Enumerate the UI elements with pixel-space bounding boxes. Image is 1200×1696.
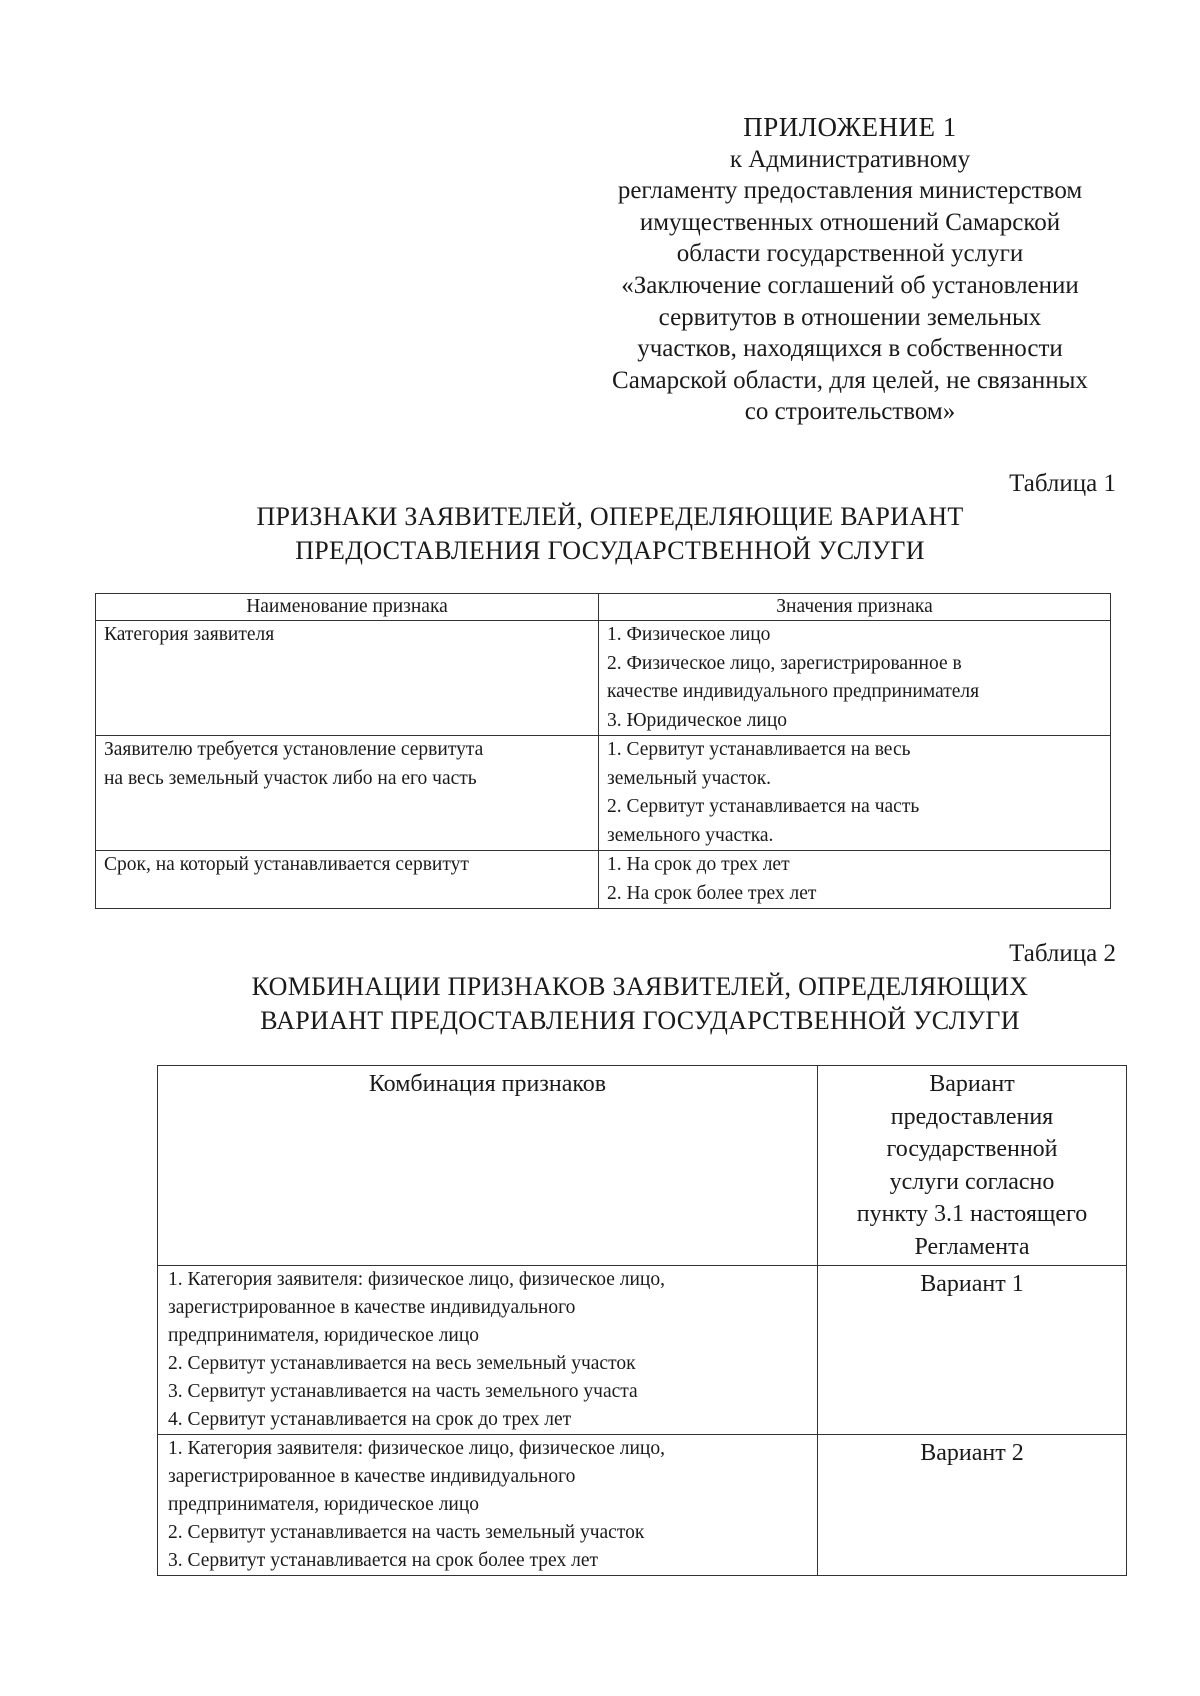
cell-line: 3. Юридическое лицо: [607, 709, 788, 731]
cell-line: Вариант: [929, 1071, 1015, 1097]
sign-name-cell: [96, 621, 599, 736]
appendix-line: Самарской области, для целей, не связанных: [612, 366, 1088, 394]
table-row: [158, 1266, 1127, 1435]
appendix-line: участков, находящихся в собственности: [637, 335, 1063, 363]
cell-line: Регламента: [914, 1233, 1030, 1260]
cell-line: земельный участок.: [607, 767, 772, 789]
cell-line: 2. Сервитут устанавливается на весь земельный участок: [168, 1353, 636, 1374]
cell-line: на весь земельный участок либо на его часть: [104, 767, 477, 789]
table-row: [158, 1435, 1127, 1576]
table2-heading-line: ВАРИАНТ ПРЕДОСТАВЛЕНИЯ ГОСУДАРСТВЕННОЙ УСЛУГИ: [260, 1006, 1020, 1035]
sign-values-cell: [599, 621, 1111, 736]
appendix-line: имущественных отношений Самарской: [639, 208, 1061, 236]
signs-table: [95, 593, 1111, 909]
cell-line: земельного участка.: [607, 824, 774, 846]
cell-line: государственной: [886, 1136, 1058, 1162]
cell-line: зарегистрированное в качестве индивидуального: [168, 1297, 576, 1318]
cell-line: Заявителю требуется установление сервитута: [104, 739, 484, 760]
table-row: [96, 851, 1111, 909]
appendix-line: области государственной услуги: [676, 240, 1024, 268]
sign-name-cell: [96, 736, 599, 851]
header-sign-values: Значения признака: [599, 594, 1111, 621]
appendix-title: ПРИЛОЖЕНИЕ 1: [743, 112, 957, 142]
cell-line: 2. Физическое лицо, зарегистрированное в: [607, 652, 962, 674]
cell-line: 3. Сервитут устанавливается на срок более трех лет: [168, 1550, 598, 1571]
cell-line: пункту 3.1 настоящего: [856, 1201, 1088, 1227]
sign-values-cell: [599, 851, 1111, 909]
table-row: [96, 621, 1111, 736]
cell-line: 2. Сервитут устанавливается на часть: [607, 796, 920, 817]
table1-heading-line: ПРИЗНАКИ ЗАЯВИТЕЛЕЙ, ОПЕРЕДЕЛЯЮЩИЕ ВАРИАНТ: [256, 502, 964, 531]
sign-values-cell: [599, 736, 1111, 851]
sign-name-cell: [96, 851, 599, 909]
cell-line: 2. На срок более трех лет: [607, 882, 817, 904]
table-header-row: [158, 1066, 1127, 1266]
appendix-line: со строительством»: [744, 398, 956, 426]
table1-heading-line: ПРЕДОСТАВЛЕНИЯ ГОСУДАРСТВЕННОЙ УСЛУГИ: [295, 536, 925, 565]
combination-cell: [158, 1435, 818, 1576]
header-variant: [818, 1066, 1127, 1266]
cell-line: 2. Сервитут устанавливается на часть земельный участок: [168, 1522, 645, 1543]
cell-line: 1. Категория заявителя: физическое лицо, физическое лицо,: [168, 1269, 665, 1290]
cell-line: предпринимателя, юридическое лицо: [168, 1325, 480, 1346]
cell-line: 1. Сервитут устанавливается на весь: [607, 739, 911, 760]
cell-line: услуги согласно: [889, 1168, 1055, 1195]
cell-line: качестве индивидуального предпринимателя: [607, 681, 980, 702]
variant-cell: Вариант 2: [818, 1435, 1127, 1576]
appendix-line: «Заключение соглашений об установлении: [621, 271, 1079, 299]
table2-label: Таблица 2: [1009, 940, 1116, 967]
table-header-row: [96, 594, 1111, 621]
table1-label: Таблица 1: [1009, 470, 1116, 497]
appendix-line: к Административному: [729, 145, 971, 173]
appendix-block: [560, 112, 1140, 428]
cell-line: 1. Категория заявителя: физическое лицо, физическое лицо,: [168, 1438, 665, 1459]
cell-line: зарегистрированное в качестве индивидуального: [168, 1466, 576, 1487]
header-sign-name: Наименование признака: [96, 594, 599, 621]
combinations-table: [157, 1065, 1127, 1576]
variant-cell: Вариант 1: [818, 1266, 1127, 1435]
cell-line: предпринимателя, юридическое лицо: [168, 1494, 480, 1515]
appendix-line: регламенту предоставления министерством: [617, 177, 1083, 205]
cell-line: предоставления: [890, 1103, 1054, 1130]
cell-line: 3. Сервитут устанавливается на часть земельного участа: [168, 1381, 638, 1402]
cell-line: 1. Физическое лицо: [607, 624, 771, 645]
table2-heading: [160, 970, 1120, 1038]
table2-heading-line: КОМБИНАЦИИ ПРИЗНАКОВ ЗАЯВИТЕЛЕЙ, ОПРЕДЕЛЯЮЩИХ: [251, 972, 1029, 1001]
header-combination: Комбинация признаков: [158, 1066, 818, 1266]
cell-line: 4. Сервитут устанавливается на срок до трех лет: [168, 1409, 572, 1430]
cell-line: Категория заявителя: [104, 624, 275, 645]
combination-cell: [158, 1266, 818, 1435]
table1-heading: [100, 500, 1120, 568]
table-row: [96, 736, 1111, 851]
appendix-line: сервитутов в отношении земельных: [658, 303, 1042, 331]
cell-line: Срок, на который устанавливается сервитут: [104, 854, 469, 875]
cell-line: 1. На срок до трех лет: [607, 854, 790, 875]
